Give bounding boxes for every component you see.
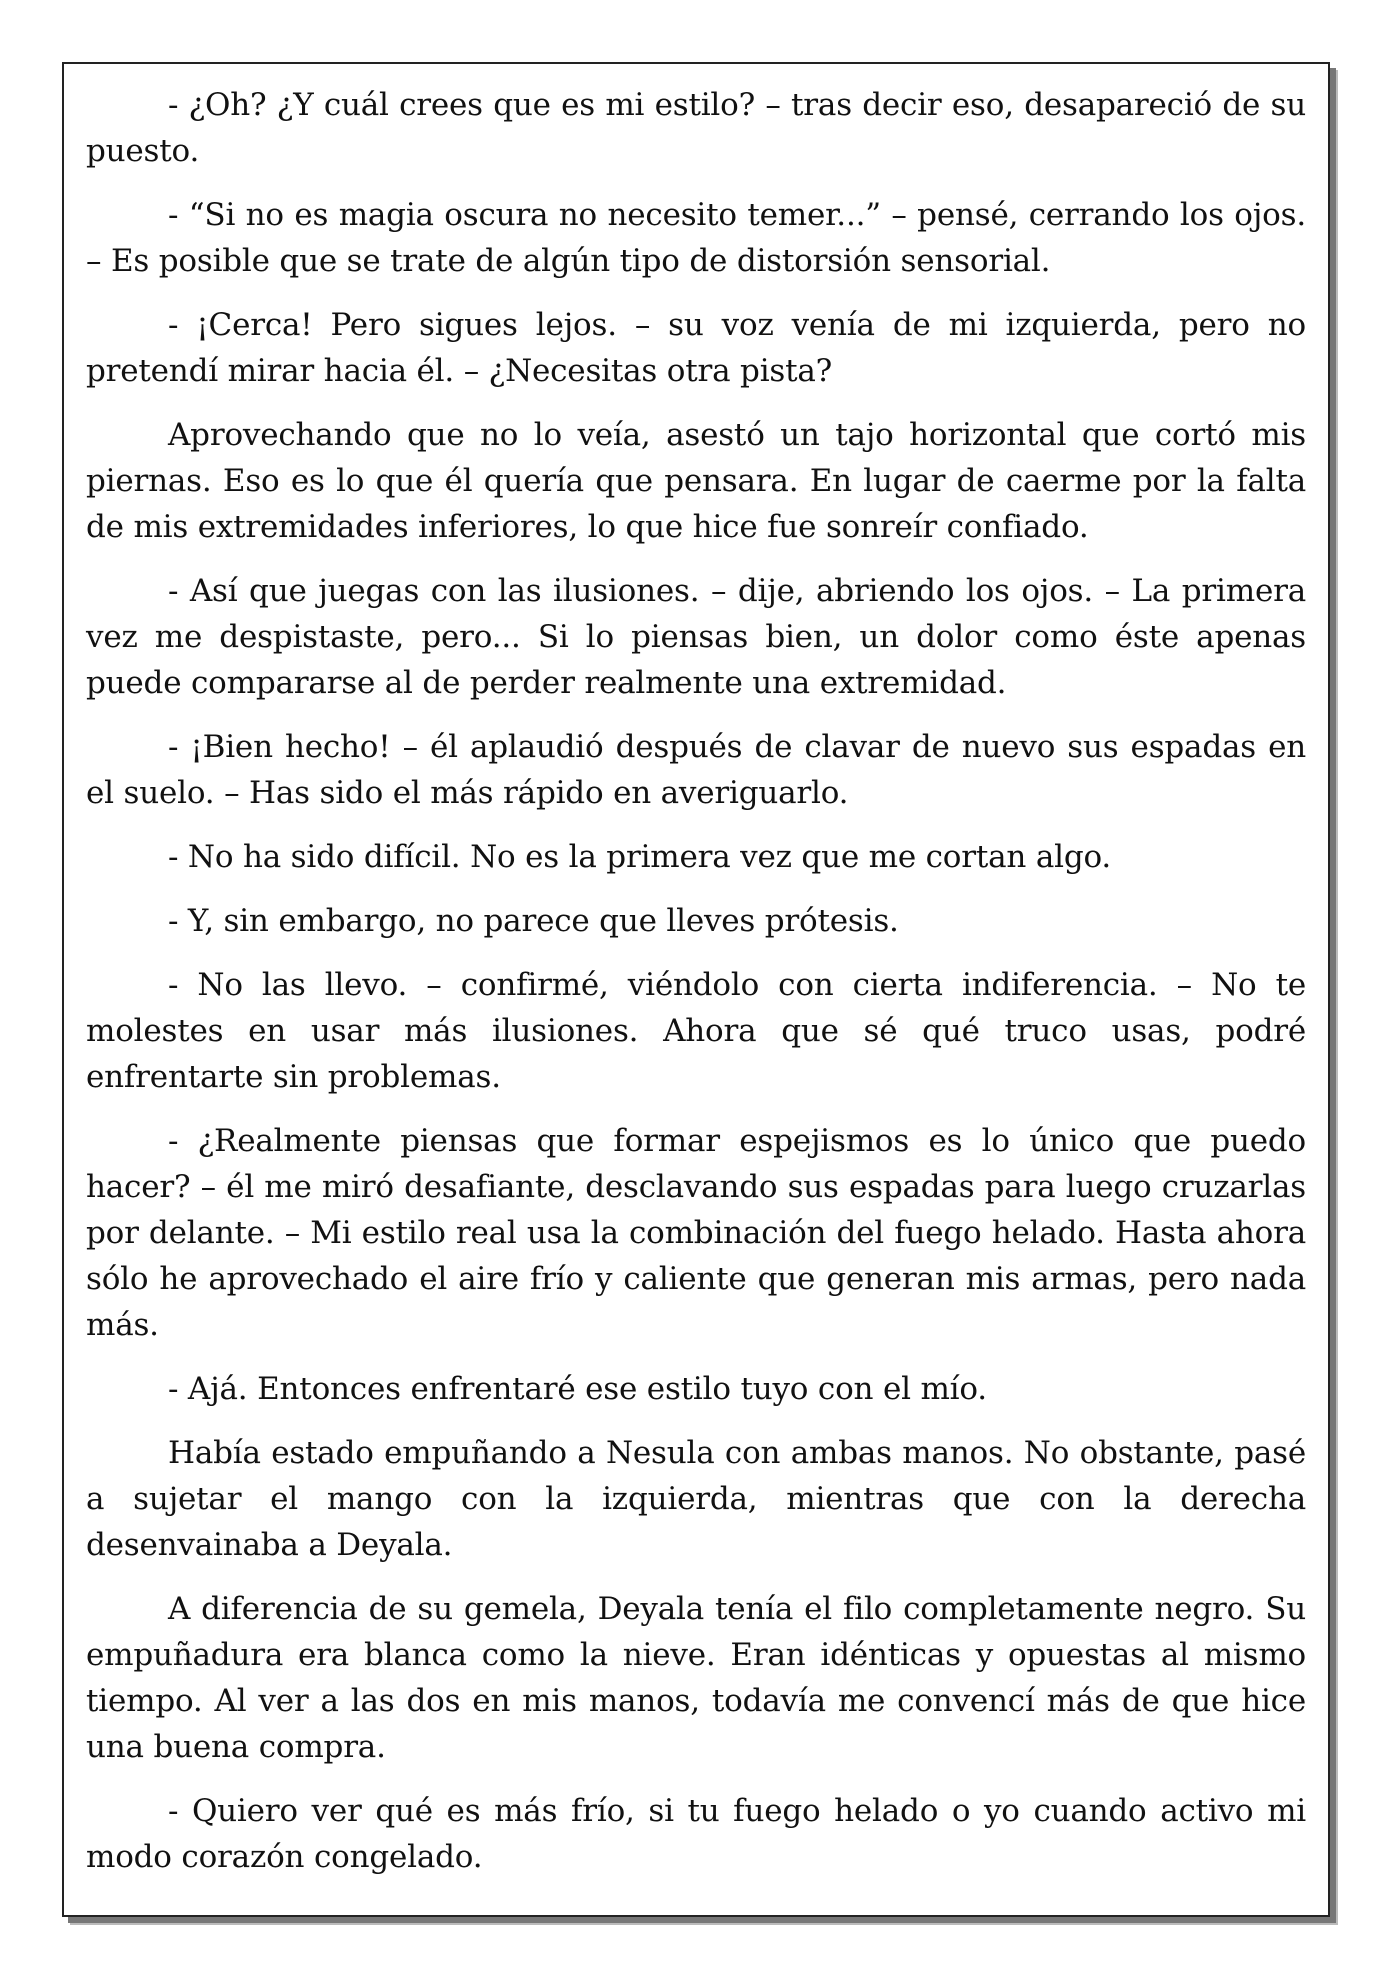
paragraph-11: - Ajá. Entonces enfrentaré ese estilo tuyo con el mío. — [168, 1371, 987, 1407]
page-frame — [62, 62, 1330, 1917]
paragraph-12: Había estado empuñando a Nesula con ambas manos. No obstante, pasé a sujetar el mango con la izquierda, mientras que con la derecha desenvainaba a Deyala. — [86, 1435, 1306, 1563]
paragraph-6: - ¡Bien hecho! – él aplaudió después de clavar de nuevo sus espadas en el suelo. – Has sido el más rápido en averiguarlo. — [86, 729, 1306, 811]
paragraph-7: - No ha sido difícil. No es la primera vez que me cortan algo. — [168, 839, 1112, 875]
text-body — [86, 82, 1306, 1898]
paragraph-13: A diferencia de su gemela, Deyala tenía el filo completamente negro. Su empuñadura era blanca como la nieve. Eran idénticas y opuestas al mismo tiempo. Al ver a las dos en mis manos, todavía me convencí más de que hice una buena compra. — [86, 1591, 1306, 1765]
paragraph-1: - ¿Oh? ¿Y cuál crees que es mi estilo? – tras decir eso, desapareció de su puesto. — [86, 87, 1306, 169]
paragraph-5: - Así que juegas con las ilusiones. – dije, abriendo los ojos. – La primera vez me despistaste, pero... Si lo piensas bien, un dolor como éste apenas puede compararse al de perder realmente una extremidad. — [86, 573, 1306, 701]
paragraph-2: - “Si no es magia oscura no necesito temer...” – pensé, cerrando los ojos. – Es posible que se trate de algún tipo de distorsión sensorial. — [86, 197, 1306, 279]
paragraph-4: Aprovechando que no lo veía, asestó un tajo horizontal que cortó mis piernas. Eso es lo que él quería que pensara. En lugar de caerme por la falta de mis extremidades inferiores, lo que hice fue sonreír confiado. — [86, 417, 1306, 545]
paragraph-8: - Y, sin embargo, no parece que lleves prótesis. — [168, 903, 899, 939]
paragraph-9: - No las llevo. – confirmé, viéndolo con cierta indiferencia. – No te molestes en usar más ilusiones. Ahora que sé qué truco usas, podré enfrentarte sin problemas. — [86, 967, 1306, 1095]
paragraph-14: - Quiero ver qué es más frío, si tu fuego helado o yo cuando activo mi modo corazón congelado. — [86, 1793, 1306, 1875]
paragraph-10: - ¿Realmente piensas que formar espejismos es lo único que puedo hacer? – él me miró desafiante, desclavando sus espadas para luego cruzarlas por delante. – Mi estilo real usa la combinación del fuego helado. Hasta ahora sólo he aprovechado el aire frío y caliente que generan mis armas, pero nada más. — [86, 1123, 1306, 1343]
paragraph-3: - ¡Cerca! Pero sigues lejos. – su voz venía de mi izquierda, pero no pretendí mirar hacia él. – ¿Necesitas otra pista? — [86, 307, 1306, 389]
